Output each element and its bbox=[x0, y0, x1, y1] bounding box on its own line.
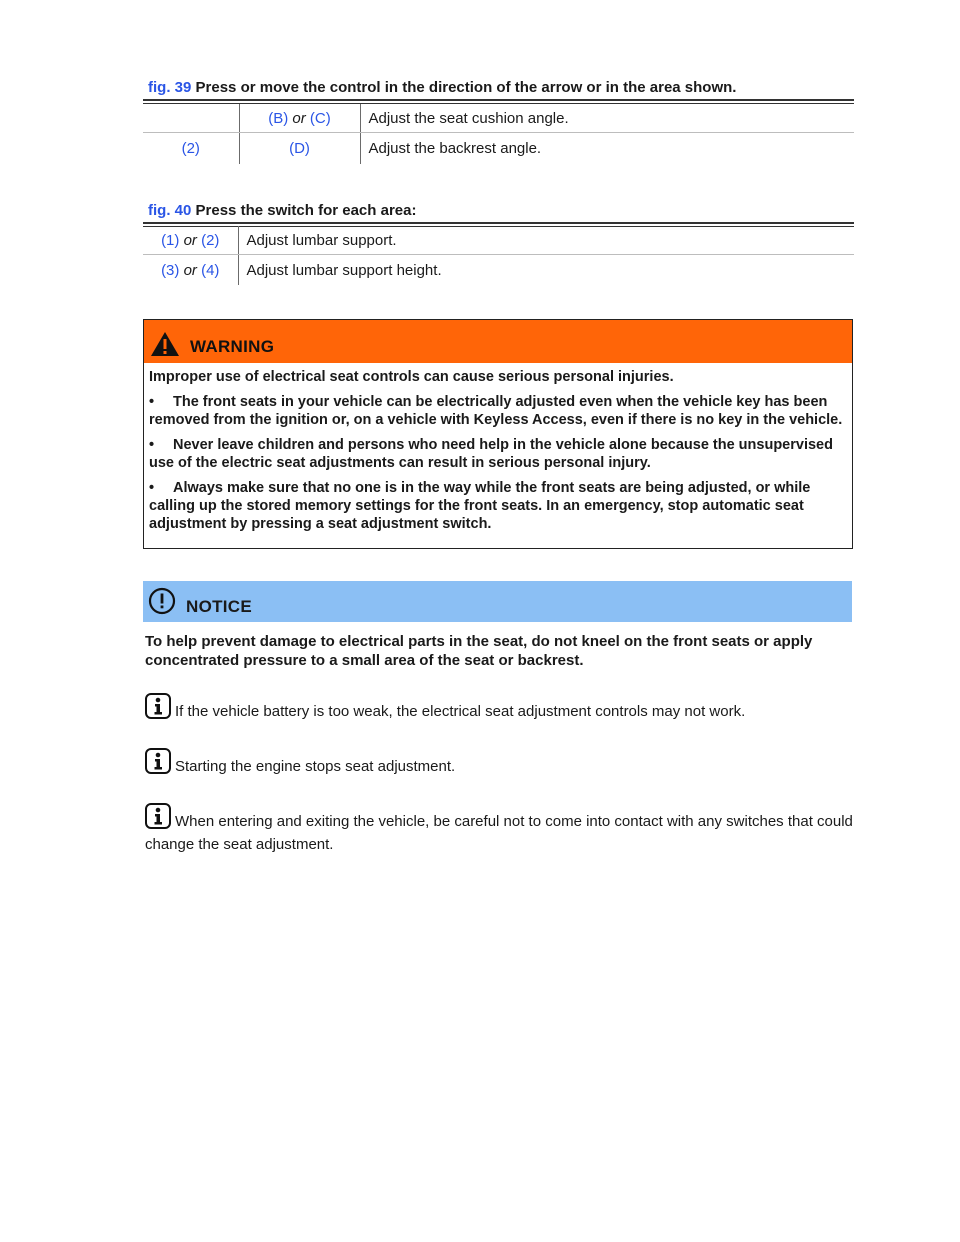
warning-header bbox=[144, 320, 852, 363]
notice-header bbox=[143, 581, 852, 622]
ref-link[interactable]: (D) bbox=[289, 140, 310, 157]
warning-intro: Improper use of electrical seat controls can cause serious personal injuries. bbox=[149, 369, 674, 385]
table-row bbox=[143, 255, 854, 286]
table-cell: Adjust the seat cushion angle. bbox=[360, 104, 854, 133]
ref-link[interactable]: (3) bbox=[161, 261, 180, 279]
table-cell: (B) or (C) bbox=[239, 104, 360, 133]
table-cell: (1) or (2) bbox=[143, 226, 238, 255]
info-icon bbox=[145, 748, 171, 780]
fig40-title: Press the switch for each area: bbox=[195, 202, 417, 219]
fig39-table bbox=[143, 104, 854, 164]
table-cell bbox=[143, 133, 239, 165]
table-cell bbox=[143, 104, 239, 133]
info-note: Starting the engine stops seat adjustment. bbox=[145, 748, 853, 780]
warning-body bbox=[144, 363, 852, 533]
ref-link[interactable]: (2) bbox=[181, 140, 200, 157]
warning-box bbox=[143, 319, 853, 549]
table-cell: Adjust the backrest angle. bbox=[368, 140, 542, 157]
notice-heading: NOTICE bbox=[186, 597, 253, 616]
info-note: When entering and exiting the vehicle, be careful not to come into contact with any switches that could change the seat adjustment. bbox=[145, 803, 853, 855]
table-row bbox=[143, 226, 854, 255]
table-cell: Adjust lumbar support height. bbox=[246, 261, 442, 279]
fig39-title: Press or move the control in the direction of the arrow or in the area shown. bbox=[195, 79, 737, 96]
warning-heading: WARNING bbox=[190, 337, 275, 356]
info-icon bbox=[145, 803, 171, 835]
notice-text: To help prevent damage to electrical parts in the seat, do not kneel on the front seats or apply concentrated pressure to a small area of the seat or backrest. bbox=[145, 633, 813, 669]
fig39-label[interactable]: fig. 39 bbox=[148, 79, 192, 96]
fig40-caption bbox=[148, 202, 416, 219]
warning-triangle-icon bbox=[150, 331, 180, 362]
ref-link[interactable]: (C) bbox=[309, 109, 331, 127]
fig40-table bbox=[143, 226, 854, 285]
table-cell: (3) or (4) bbox=[143, 255, 238, 286]
list-item: • The front seats in your vehicle can be electrically adjusted even when the vehicle key has been removed from the ignition or, on a vehicle with Keyless Access, even if there is no key in the vehicle. bbox=[149, 394, 843, 428]
list-item: • Always make sure that no one is in the way while the front seats are being adjusted, or while calling up the stored memory settings for the front seats. In an emergency, stop automatic seat adjustment by pressing a seat adjustment switch. bbox=[149, 480, 811, 532]
list-item: • Never leave children and persons who need help in the vehicle alone because the unsupervised use of the electric seat adjustments can result in serious personal injury. bbox=[149, 437, 833, 471]
ref-link[interactable]: (4) bbox=[201, 261, 220, 279]
table-cell bbox=[239, 133, 360, 165]
ref-link[interactable]: (1) bbox=[161, 231, 180, 249]
fig40-label[interactable]: fig. 40 bbox=[148, 202, 192, 219]
table-row bbox=[143, 133, 854, 165]
exclamation-circle-icon bbox=[147, 586, 177, 621]
info-icon bbox=[145, 693, 171, 725]
table-row bbox=[143, 104, 854, 133]
ref-link[interactable]: (2) bbox=[201, 231, 220, 249]
table-cell: Adjust lumbar support. bbox=[238, 226, 854, 255]
ref-link[interactable]: (B) bbox=[268, 109, 289, 127]
fig39-caption bbox=[148, 79, 736, 96]
info-note: If the vehicle battery is too weak, the electrical seat adjustment controls may not work. bbox=[145, 693, 853, 725]
